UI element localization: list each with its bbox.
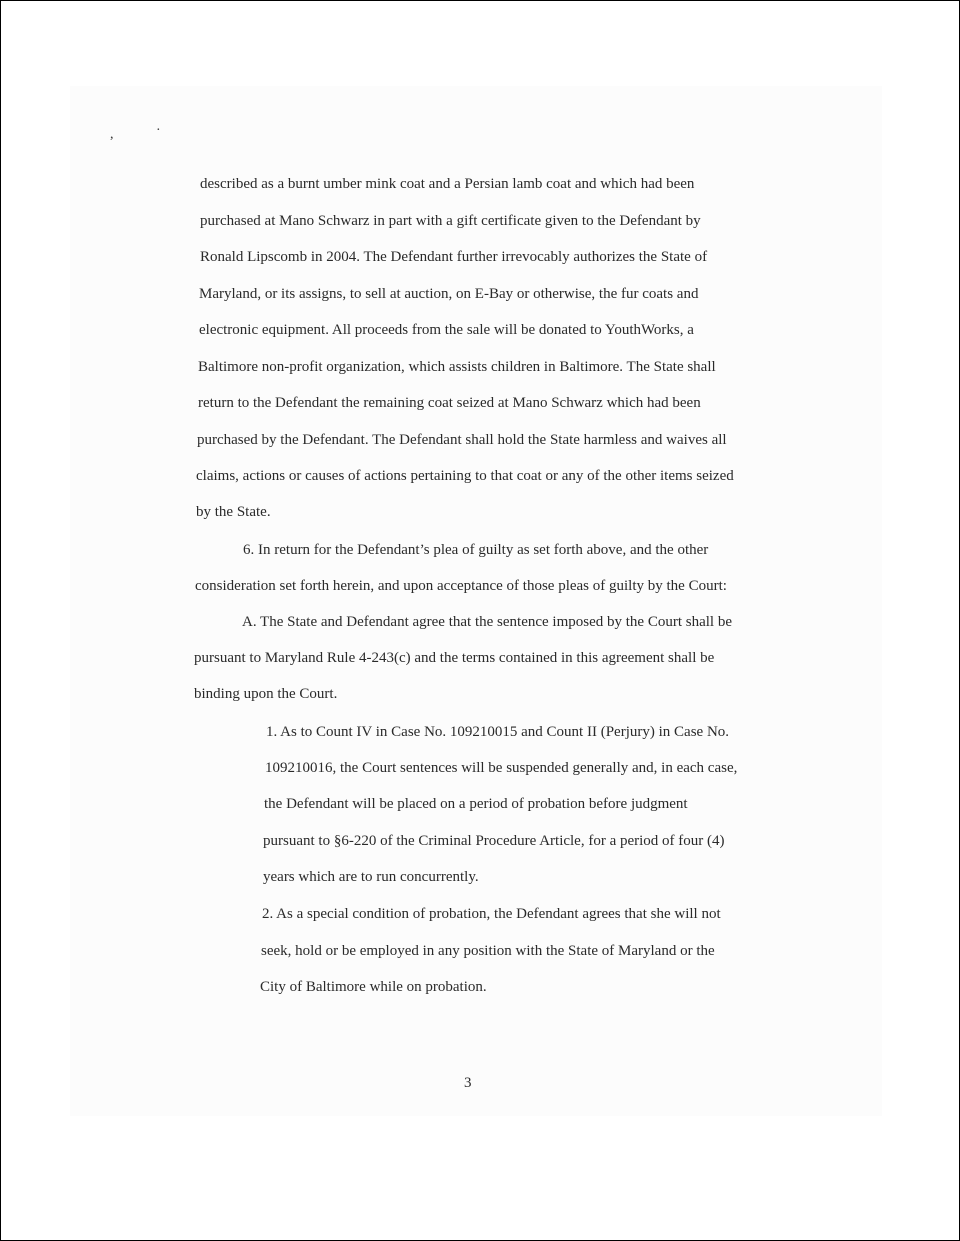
text-line: Maryland, or its assigns, to sell at auction, on E-Bay or otherwise, the fur coats and xyxy=(199,286,699,302)
paragraph-a-line: A. The State and Defendant agree that the sentence imposed by the Court shall be xyxy=(242,614,732,630)
item-2-line: City of Baltimore while on probation. xyxy=(260,979,487,995)
text-line: return to the Defendant the remaining coat seized at Mano Schwarz which had been xyxy=(198,395,701,411)
text-line: purchased at Mano Schwarz in part with a gift certificate given to the Defendant by xyxy=(200,213,701,229)
text-line: described as a burnt umber mink coat and a Persian lamb coat and which had been xyxy=(200,176,695,192)
item-1-line: years which are to run concurrently. xyxy=(263,869,479,885)
item-2-line: 2. As a special condition of probation, the Defendant agrees that she will not xyxy=(262,906,721,922)
item-1-line: the Defendant will be placed on a period of probation before judgment xyxy=(264,796,688,812)
item-1-line: 109210016, the Court sentences will be suspended generally and, in each case, xyxy=(265,760,738,776)
item-2-line: seek, hold or be employed in any position with the State of Maryland or the xyxy=(261,943,715,959)
item-1-line: 1. As to Count IV in Case No. 109210015 and Count II (Perjury) in Case No. xyxy=(266,724,730,740)
text-line: electronic equipment. All proceeds from the sale will be donated to YouthWorks, a xyxy=(199,322,694,338)
page-number: 3 xyxy=(464,1075,472,1091)
paragraph-6-line: consideration set forth herein, and upon acceptance of those pleas of guilty by the Court: xyxy=(195,578,727,594)
paragraph-6-line: 6. In return for the Defendant’s plea of guilty as set forth above, and the other xyxy=(243,542,709,558)
text-line: by the State. xyxy=(196,504,271,520)
paragraph-a-line: pursuant to Maryland Rule 4-243(c) and the terms contained in this agreement shall be xyxy=(194,650,715,666)
text-line: Ronald Lipscomb in 2004. The Defendant further irrevocably authorizes the State of xyxy=(200,249,708,265)
text-line: claims, actions or causes of actions pertaining to that coat or any of the other items seized xyxy=(196,468,734,484)
text-line: Baltimore non-profit organization, which assists children in Baltimore. The State shall xyxy=(198,359,716,375)
text-line: purchased by the Defendant. The Defendant shall hold the State harmless and waives all xyxy=(197,432,727,448)
paragraph-a-line: binding upon the Court. xyxy=(194,686,338,702)
scanned-page xyxy=(70,86,882,1116)
item-1-line: pursuant to §6-220 of the Criminal Procedure Article, for a period of four (4) xyxy=(263,833,725,849)
